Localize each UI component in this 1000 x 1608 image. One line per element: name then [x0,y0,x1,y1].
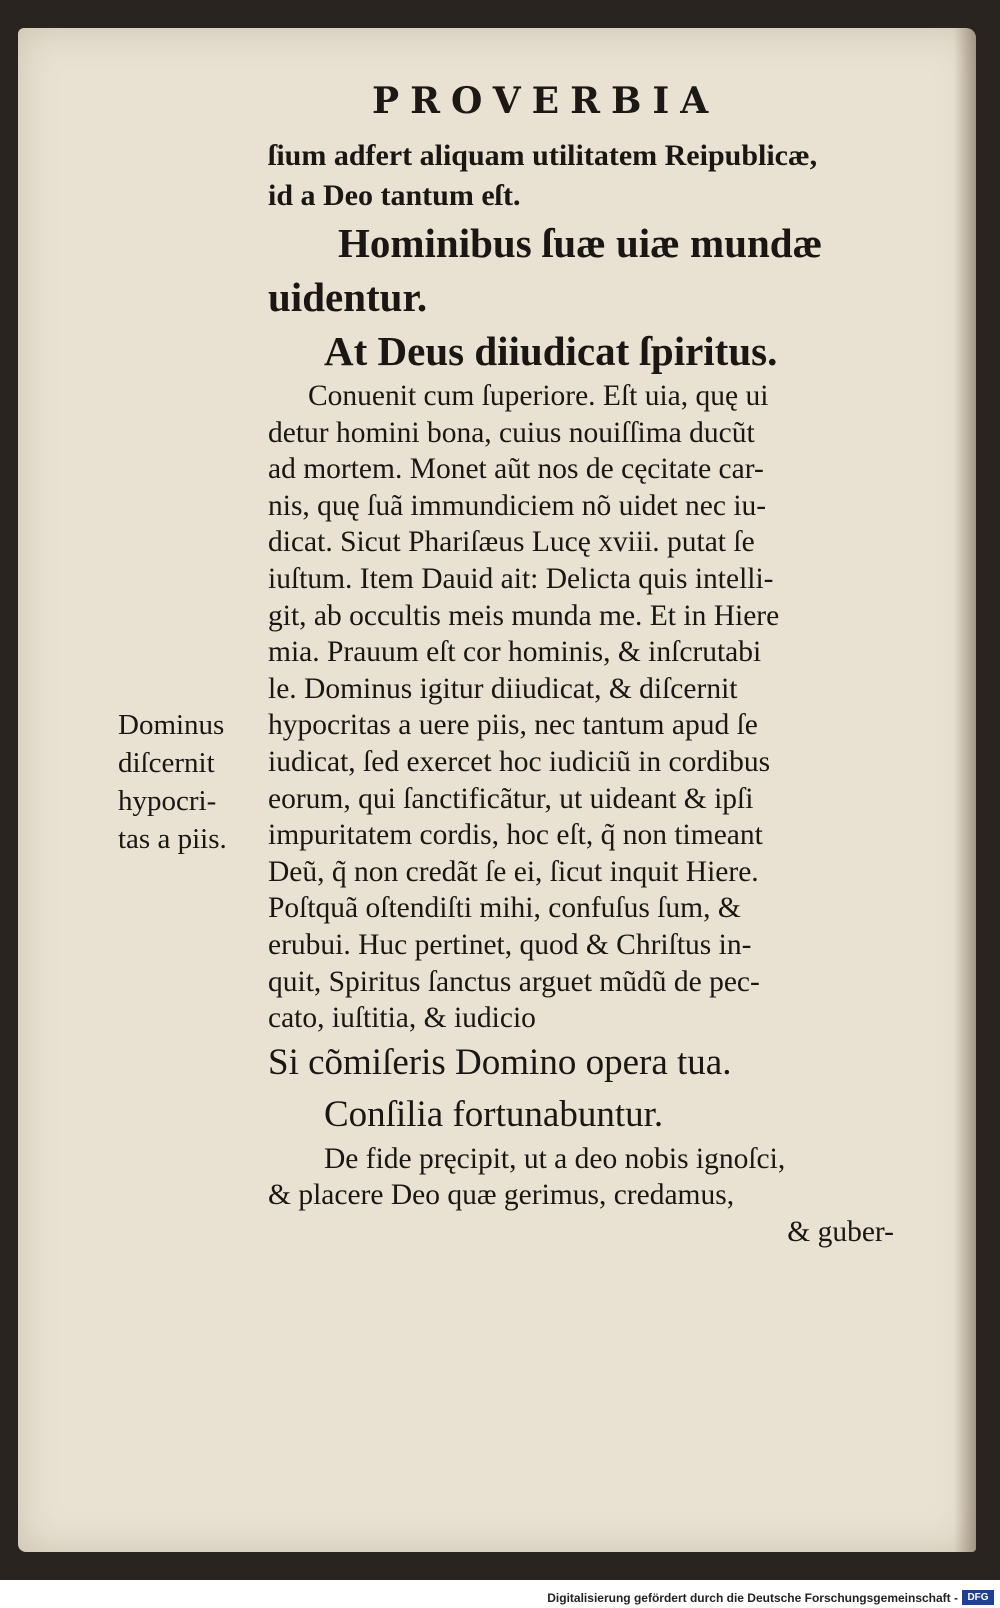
text-line: Conſilia fortunabuntur. [324,1093,664,1135]
text-line: Poſtquã oſtendiſti mihi, confuſus ſum, & [268,892,741,925]
text-line: cato, iuſtitia, & iudicio [268,1002,536,1035]
text-line: erubui. Huc pertinet, quod & Chriſtus in- [268,928,752,961]
text-line: hypocritas a uere piis, nec tantum apud ſe [268,709,758,742]
text-line: eorum, qui ſanctificãtur, ut uideant & ipſi [268,782,754,815]
text-line: De fide pręcipit, ut a deo nobis ignoſci, [324,1142,786,1175]
footer-credit: Digitalisierung gefördert durch die Deutsche Forschungsgemeinschaft - [547,1591,958,1605]
text-line: iudicat, ſed exercet hoc iudiciũ in cordibus [268,745,771,778]
text-line: uidentur. [268,274,428,320]
text-line: impuritatem cordis, hoc eſt, q̃ non timeant [268,819,763,852]
text-line: le. Dominus igitur diiudicat, & diſcernit [268,672,738,705]
text-line: At Deus diiudicat ſpiritus. [324,328,778,374]
text-line: id a Deo tantum eſt. [268,179,521,212]
marginal-note-line: Dominus [118,709,225,741]
text-line: ad mortem. Monet aũt nos de cęcitate car- [268,453,764,486]
text-line: nis, quę ſuã immundiciem nõ uidet nec iu- [268,489,767,522]
dfg-logo: DFG [962,1590,994,1605]
text-line: detur homini bona, cuius nouiſſima ducũt [268,416,755,449]
main-text-block [268,136,928,1250]
text-line: mia. Prauum eſt cor hominis, & inſcrutabi [268,636,762,669]
marginal-note-line: diſcernit [118,747,215,779]
catchword: & guber- [787,1215,894,1248]
text-line: git, ab occultis meis munda me. Et in Hiere [268,599,780,632]
text-line: ſium adfert aliquam utilitatem Reipublicæ, [268,139,818,172]
text-line: quit, Spiritus ſanctus arguet mũdũ de pec- [268,965,760,998]
text-line: Deũ, q̃ non credãt ſe ei, ſicut inquit Hiere. [268,855,759,888]
text-line: Si cõmiſeris Domino opera tua. [268,1041,732,1083]
text-line: & placere Deo quæ gerimus, credamus, [268,1179,735,1212]
text-line: dicat. Sicut Phariſæus Lucę xviii. putat ſe [268,526,755,559]
text-line: iuſtum. Item Dauid ait: Delicta quis intelli- [268,562,774,595]
marginal-note [118,706,278,858]
text-line: Hominibus ſuæ uiæ mundæ [338,220,823,266]
text-line: Conuenit cum ſuperiore. Eſt uia, quę ui [308,380,769,412]
page-edge-shadow [954,28,976,1552]
running-head: PROVERBIA [372,80,720,122]
marginal-note-line: hypocri- [118,785,217,817]
marginal-note-line: tas a piis. [118,823,227,855]
